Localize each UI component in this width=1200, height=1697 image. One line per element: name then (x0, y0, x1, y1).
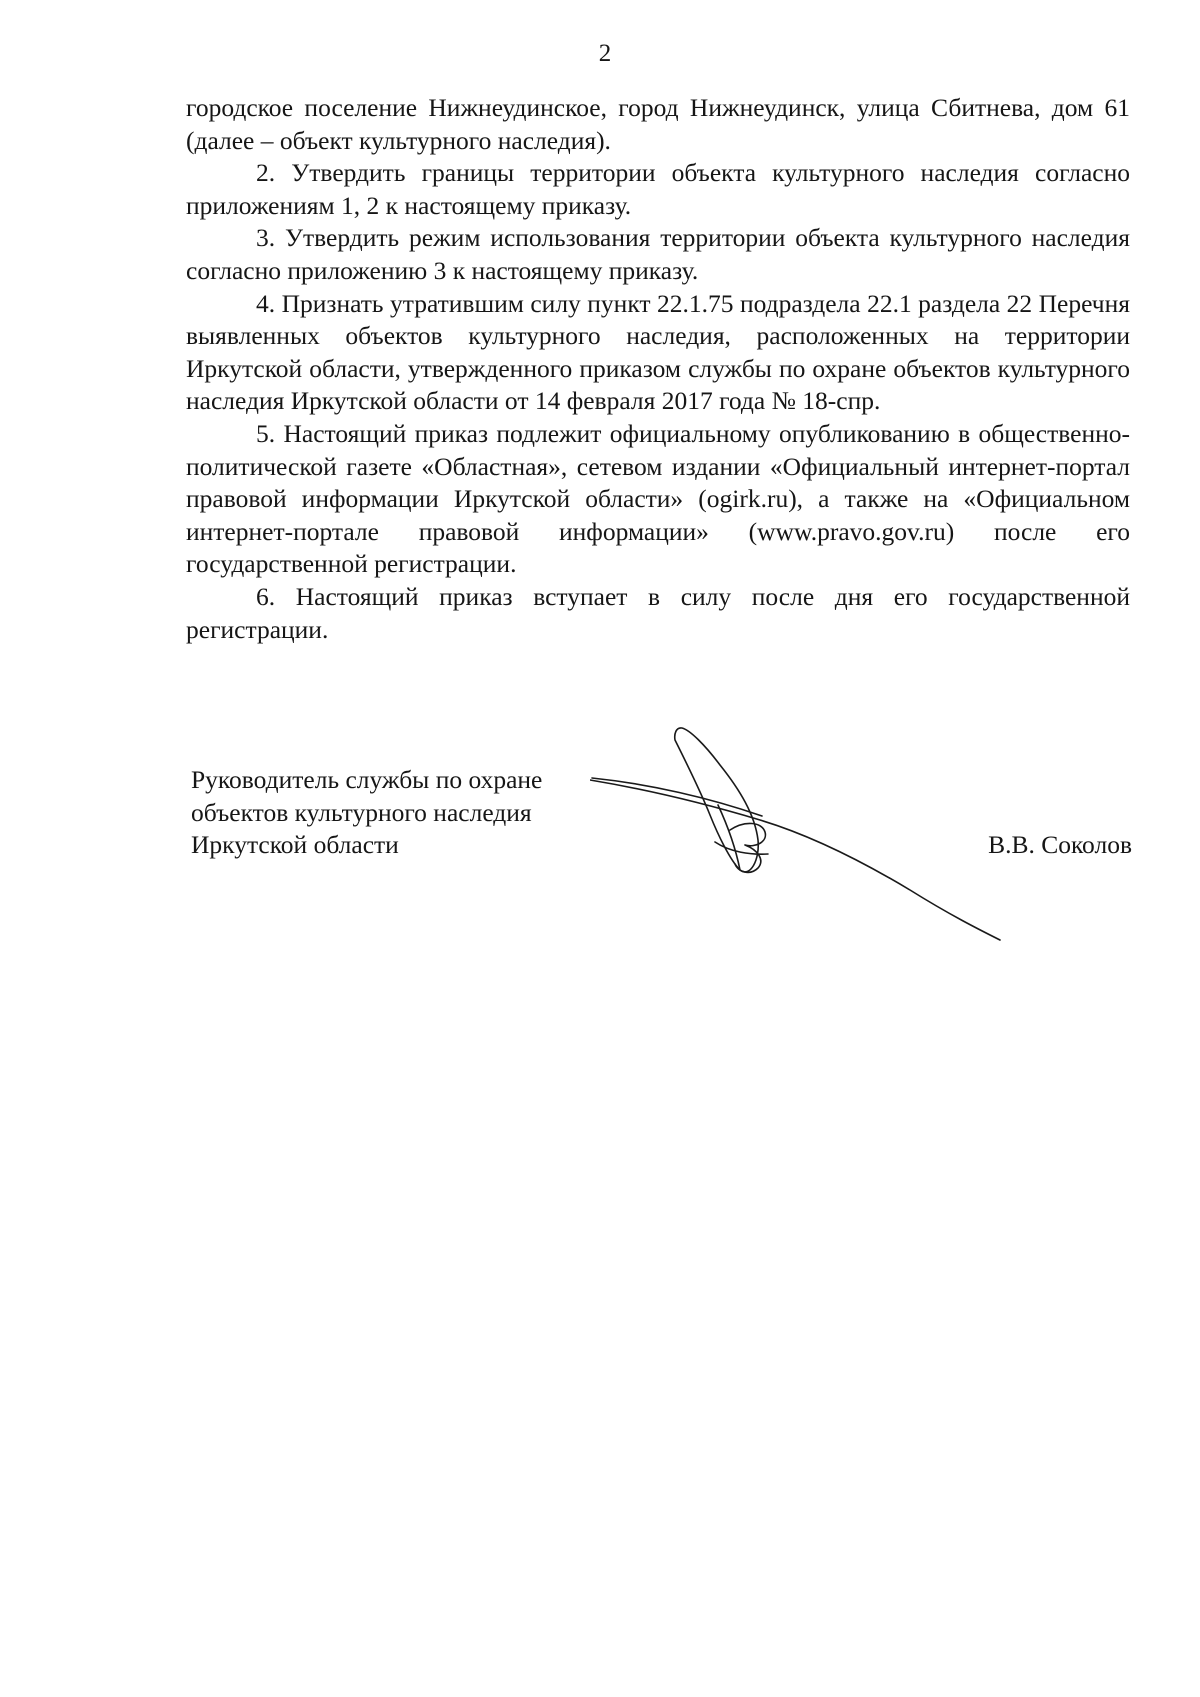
paragraph-item-5: 5. Настоящий приказ подлежит официальному опубликованию в общественно-политической газете «Областная», сетевом издании «Официальный интернет-портал правовой информации Иркутской области» (ogirk.ru), а также на «Официальном интернет-портале правовой информации» (www.pravo.gov.ru) после его государственной регистрации. (186, 418, 1130, 579)
signer-name: В.В. Соколов (988, 830, 1132, 859)
signer-position-line: Иркутской области (191, 830, 399, 860)
paragraph-item-3: 3. Утвердить режим использования территории объекта культурного наследия согласно приложению 3 к настоящему приказу. (186, 223, 1130, 285)
signer-position (191, 764, 542, 862)
handwritten-signature (590, 720, 1010, 970)
paragraph-item-4: 4. Признать утратившим силу пункт 22.1.75 подраздела 22.1 раздела 22 Перечня выявленных объектов культурного наследия, расположенных на территории Иркутской области, утвержденного приказом службы по охране объектов культурного наследия Иркутской области от 14 февраля 2017 года № 18-спр. (186, 288, 1130, 416)
page-number: 2 (598, 40, 612, 67)
signer-position-line: Руководитель службы по охране (191, 765, 543, 794)
paragraph-address-continuation: городское поселение Нижнеудинское, город Нижнеудинск, улица Сбитнева, дом 61 (далее – объект культурного наследия). (186, 93, 1130, 155)
paragraph-item-6: 6. Настоящий приказ вступает в силу после дня его государственной регистрации. (186, 581, 1130, 644)
paragraph-item-2: 2. Утвердить границы территории объекта культурного наследия согласно приложениям 1, 2 к настоящему приказу. (186, 158, 1130, 220)
signer-position-line: объектов культурного наследия (191, 797, 532, 827)
document-body (186, 92, 1130, 646)
